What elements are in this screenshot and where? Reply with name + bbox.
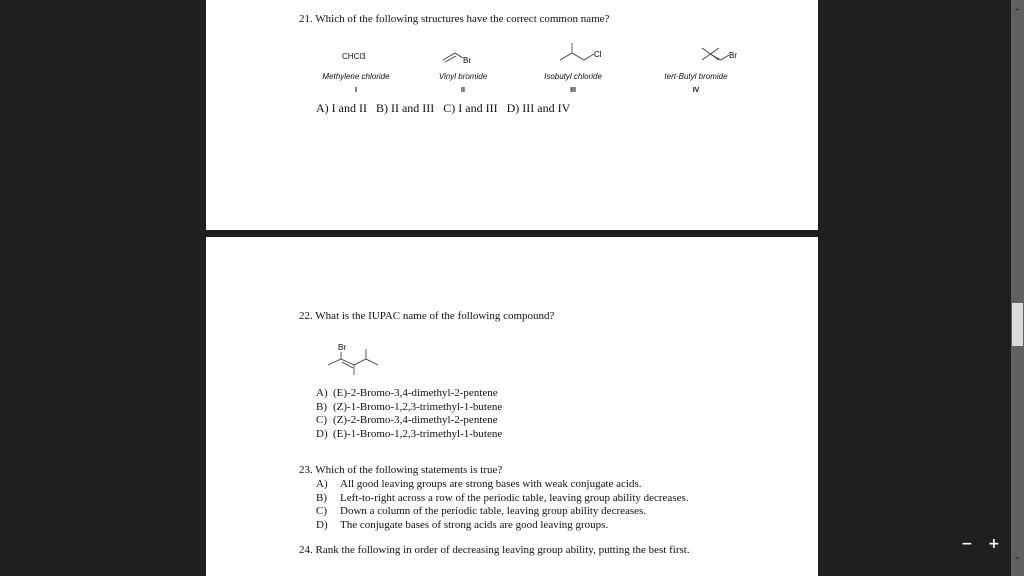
structure-ii-name: Vinyl bromide	[438, 72, 488, 81]
structure-iii-isobutyl-chloride	[556, 40, 616, 65]
numeral-iii: III	[570, 87, 576, 94]
structure-ii-atom: Br	[463, 56, 471, 65]
question-21-choices: A) I and II B) II and III C) I and III D) III and IV	[316, 101, 571, 115]
choice-23b: B) Left-to-right across a row of the periodic table, leaving group ability decreases.	[316, 491, 689, 504]
structure-iv-tert-butyl-bromide	[699, 43, 759, 68]
choice-22b: B) (Z)-1-Bromo-1,2,3-trimethyl-1-butene	[316, 400, 503, 413]
structure-ii-vinyl-bromide	[441, 48, 481, 68]
zoom-in-button[interactable]: +	[988, 536, 1000, 552]
structure-i-name: Methylene chloride	[322, 72, 390, 81]
question-23-choices	[316, 478, 689, 532]
vertical-scrollbar[interactable]	[1011, 0, 1024, 576]
question-22: 22. What is the IUPAC name of the following compound?	[299, 310, 555, 322]
numeral-ii: II	[461, 87, 465, 94]
question-24: 24. Rank the following in order of decreasing leaving group ability, putting the best first.	[299, 544, 690, 556]
choice-23d: D) The conjugate bases of strong acids are good leaving groups.	[316, 518, 609, 531]
question-23: 23. Which of the following statements is true?	[299, 464, 503, 476]
zoom-out-button[interactable]: −	[961, 536, 973, 552]
question-22-atom: Br	[338, 343, 346, 352]
choice-23a: A) All good leaving groups are strong bases with weak conjugate acids.	[316, 478, 642, 490]
structure-iii-name: Isobutyl chloride	[544, 72, 602, 81]
structure-i-formula: CHCl3	[342, 52, 366, 61]
pdf-page-1	[206, 0, 818, 230]
question-22-choices	[316, 387, 502, 441]
numeral-iv: IV	[692, 87, 700, 94]
structure-iv-atom: Br	[729, 51, 737, 60]
scrollbar-thumb[interactable]	[1012, 303, 1023, 346]
structure-iii-atom: Cl	[594, 50, 602, 59]
choice-23c: C) Down a column of the periodic table, leaving group ability decreases.	[316, 505, 647, 517]
question-21: 21. Which of the following structures have the correct common name?	[299, 13, 610, 25]
choice-22a: A) (E)-2-Bromo-3,4-dimethyl-2-pentene	[316, 387, 498, 399]
choice-22c: C) (Z)-2-Bromo-3,4-dimethyl-2-pentene	[316, 414, 498, 426]
scroll-down-icon[interactable]: ⌄	[1013, 552, 1022, 562]
structure-iv-name: tert-Butyl bromide	[664, 72, 728, 81]
scroll-up-icon[interactable]: ⌃	[1013, 8, 1022, 18]
question-22-structure	[326, 341, 386, 381]
choice-22d: D) (E)-1-Bromo-1,2,3-trimethyl-1-butene	[316, 427, 503, 440]
numeral-i: I	[355, 87, 357, 94]
pdf-page-2	[206, 237, 818, 576]
